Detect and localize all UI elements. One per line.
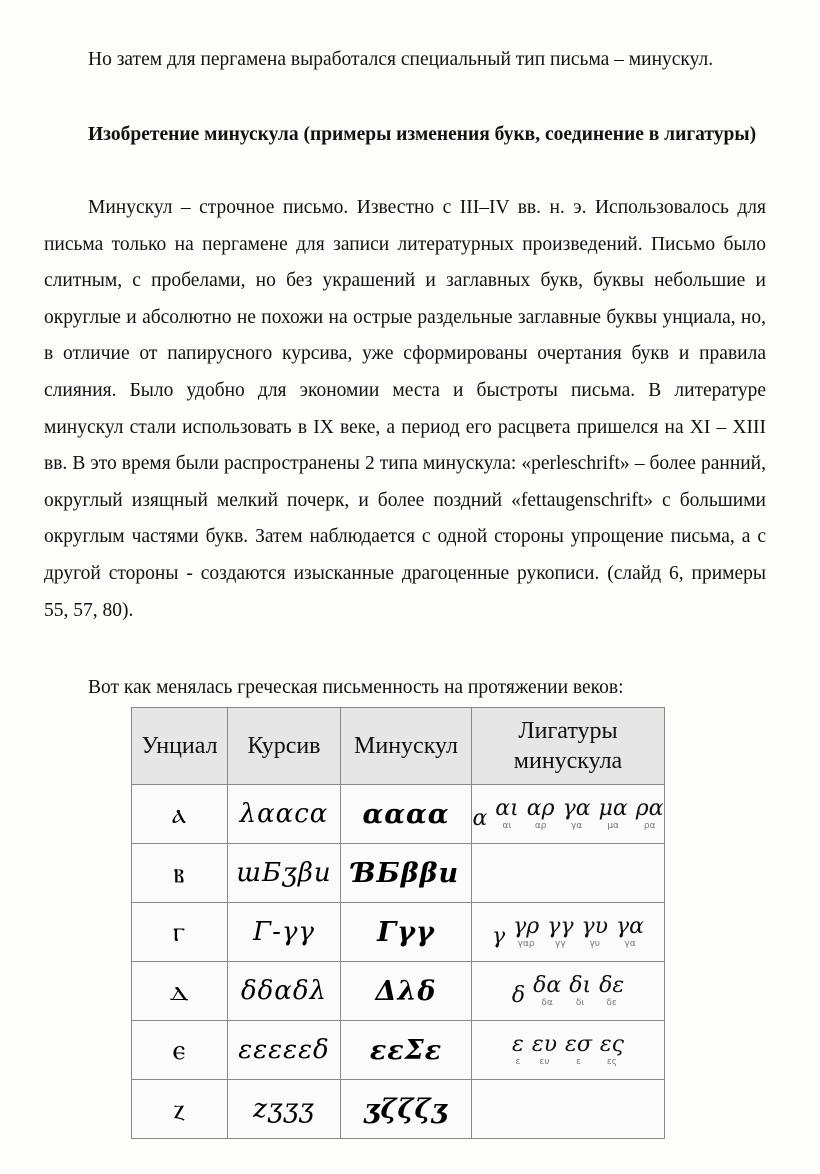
- ligature-glyph: μα: [598, 796, 628, 821]
- ligature-glyph: αρ: [526, 796, 555, 821]
- ligature-glyph: δι: [569, 973, 592, 998]
- ligature-item: [547, 915, 573, 949]
- ligature-subscript: ε: [515, 1057, 521, 1067]
- ligature-subscript: αρ: [534, 821, 547, 831]
- ligature-item: [600, 1033, 624, 1067]
- table-row: [132, 1021, 665, 1080]
- ligature-item: [599, 797, 628, 831]
- ligatures-cell: [472, 1080, 665, 1139]
- cursive-glyph: δδαδλ: [241, 976, 327, 1006]
- table-body: [132, 785, 665, 1139]
- uncial-glyph: ⲁ: [172, 797, 187, 830]
- ligature-item: [636, 797, 664, 831]
- cursive-glyph: ɯƂʒβu: [236, 858, 332, 888]
- ligature-subscript: δε: [606, 998, 617, 1008]
- cursive-cell: [228, 785, 341, 844]
- ligature-subscript: δα: [541, 998, 553, 1008]
- ligatures-cell: [472, 1021, 665, 1080]
- ligature-subscript: γγ: [555, 939, 566, 949]
- cursive-cell: [228, 903, 341, 962]
- ligature-glyph: δε: [599, 973, 625, 998]
- table-caption: Вот как менялась греческая письменность на протяжении веков:: [88, 677, 624, 698]
- cursive-glyph: εεεεεδ: [238, 1035, 330, 1065]
- uncial-cell: [132, 1021, 228, 1080]
- ligature-group: [472, 915, 664, 949]
- ligature-item: [472, 807, 487, 831]
- ligature-item: [532, 1033, 557, 1067]
- ligature-subscript: μα: [607, 821, 619, 831]
- ligature-item: [527, 797, 555, 831]
- ligature-item: [512, 1033, 524, 1067]
- ligature-group: [472, 1033, 664, 1067]
- body-text: Минускул – строчное письмо. Известно с III–IV вв. н. э. Использовалось для письма только на пергамене для записи литературных произведений. Письмо было слитным, с пробелами, но без украшений и заглавных букв, буквы небольшие и округлые и абсолютно не похожи на острые раздельные заглавные буквы унциала, но, в отличие от папирусного курсива, уже сформированы очертания букв и правила слияния. Было удобно для экономии места и быстроты письма. В литературе минускул стали использовать в IX веке, а период его расцвета пришелся на XI – XIII вв. В это время были распространены 2 типа минускула: «perleschrift» – более ранний, округлый изящный мелкий почерк, и более поздний «fettaugenschrift» с большими округлым частями букв. Затем наблюдается с одной стороны упрощение письма, а с другой стороны - создаются изысканные драгоценные рукописи. (слайд 6, примеры 55, 57, 80).: [44, 197, 766, 621]
- ligatures-cell: [472, 844, 665, 903]
- ligature-glyph: ε: [512, 1032, 524, 1057]
- header-ligatures: Лигатуры минускула: [472, 708, 665, 785]
- ligature-subscript: δι: [575, 998, 585, 1008]
- ligature-item: [495, 797, 518, 831]
- cursive-cell: [228, 1080, 341, 1139]
- ligature-glyph: γρ: [513, 914, 540, 939]
- ligature-item: [512, 984, 525, 1008]
- ligature-glyph: ρα: [635, 796, 664, 821]
- ligature-item: [582, 915, 609, 949]
- intro-paragraph: [44, 42, 766, 79]
- table-row: [132, 785, 665, 844]
- heading-text: Изобретение минускула (примеры изменения букв, соединение в лигатуры): [88, 124, 757, 145]
- header-uncial: Унциал: [132, 708, 228, 785]
- ligature-group: [472, 974, 664, 1008]
- table-header-row: [132, 708, 665, 785]
- letters-table: [131, 707, 665, 1139]
- ligature-item: [599, 974, 624, 1008]
- cursive-glyph: λααcα: [239, 799, 329, 829]
- minuscule-glyph: Γγγ: [377, 916, 435, 948]
- ligature-subscript: γα: [624, 939, 636, 949]
- cursive-glyph: zʒʒʒ: [253, 1094, 315, 1124]
- table-row: [132, 844, 665, 903]
- cursive-glyph: Γ-γγ: [253, 917, 315, 947]
- minuscule-cell: [341, 1080, 472, 1139]
- uncial-glyph: ⲃ: [173, 856, 186, 889]
- uncial-cell: [132, 844, 228, 903]
- minuscule-cell: [341, 962, 472, 1021]
- intro-text: Но затем для пергамена выработался специальный тип письма – минускул.: [88, 49, 714, 70]
- ligature-subscript: γαρ: [517, 939, 535, 949]
- cursive-cell: [228, 962, 341, 1021]
- uncial-cell: [132, 903, 228, 962]
- uncial-cell: [132, 785, 228, 844]
- ligature-glyph: ες: [599, 1032, 624, 1057]
- ligature-glyph: γγ: [547, 914, 574, 939]
- ligature-item: [513, 915, 539, 949]
- ligatures-cell: [472, 903, 665, 962]
- ligature-subscript: ευ: [539, 1057, 550, 1067]
- ligatures-cell: [472, 785, 665, 844]
- ligature-glyph: δα: [533, 973, 562, 998]
- ligature-glyph: γ: [491, 924, 506, 949]
- ligature-glyph: γα: [616, 914, 645, 939]
- ligature-item: [492, 925, 505, 949]
- cursive-cell: [228, 844, 341, 903]
- uncial-glyph: ⲅ: [172, 915, 187, 948]
- ligature-glyph: δ: [511, 983, 526, 1008]
- ligature-glyph: γα: [562, 796, 591, 821]
- ligature-glyph: εσ: [565, 1032, 592, 1057]
- ligature-item: [565, 1033, 592, 1067]
- ligature-glyph: γυ: [581, 914, 609, 939]
- ligature-item: [616, 915, 644, 949]
- ligature-subscript: ε: [575, 1057, 581, 1067]
- uncial-glyph: ⲍ: [173, 1092, 186, 1125]
- ligature-subscript: αι: [502, 821, 512, 831]
- uncial-cell: [132, 962, 228, 1021]
- section-heading: [44, 117, 766, 154]
- minuscule-cell: [341, 844, 472, 903]
- table-row: [132, 962, 665, 1021]
- ligature-item: [563, 797, 591, 831]
- minuscule-cell: [341, 903, 472, 962]
- header-minuscule: Минускул: [341, 708, 472, 785]
- body-paragraph: [44, 190, 766, 629]
- ligature-subscript: γυ: [589, 939, 601, 949]
- ligature-subscript: ρα: [643, 821, 656, 831]
- minuscule-glyph: ʒζζζʒ: [364, 1093, 448, 1125]
- ligature-glyph: ευ: [531, 1032, 558, 1057]
- minuscule-cell: [341, 1021, 472, 1080]
- ligature-subscript: ες: [606, 1057, 617, 1067]
- minuscule-cell: [341, 785, 472, 844]
- ligatures-cell: [472, 962, 665, 1021]
- uncial-cell: [132, 1080, 228, 1139]
- cursive-cell: [228, 1021, 341, 1080]
- minuscule-glyph: ƁƂββu: [352, 857, 460, 889]
- minuscule-glyph: εεΣε: [369, 1034, 443, 1066]
- header-cursive: Курсив: [228, 708, 341, 785]
- ligature-item: [533, 974, 561, 1008]
- minuscule-glyph: αααα: [362, 798, 450, 830]
- table-row: [132, 903, 665, 962]
- ligature-subscript: γα: [570, 821, 583, 831]
- ligature-group: [472, 797, 664, 831]
- ligature-glyph: α: [472, 806, 488, 831]
- minuscule-glyph: Δλδ: [375, 975, 437, 1007]
- uncial-glyph: ⲇ: [169, 974, 190, 1007]
- ligature-glyph: αι: [495, 796, 519, 821]
- ligature-item: [569, 974, 591, 1008]
- uncial-glyph: ⲉ: [172, 1033, 187, 1066]
- table-row: [132, 1080, 665, 1139]
